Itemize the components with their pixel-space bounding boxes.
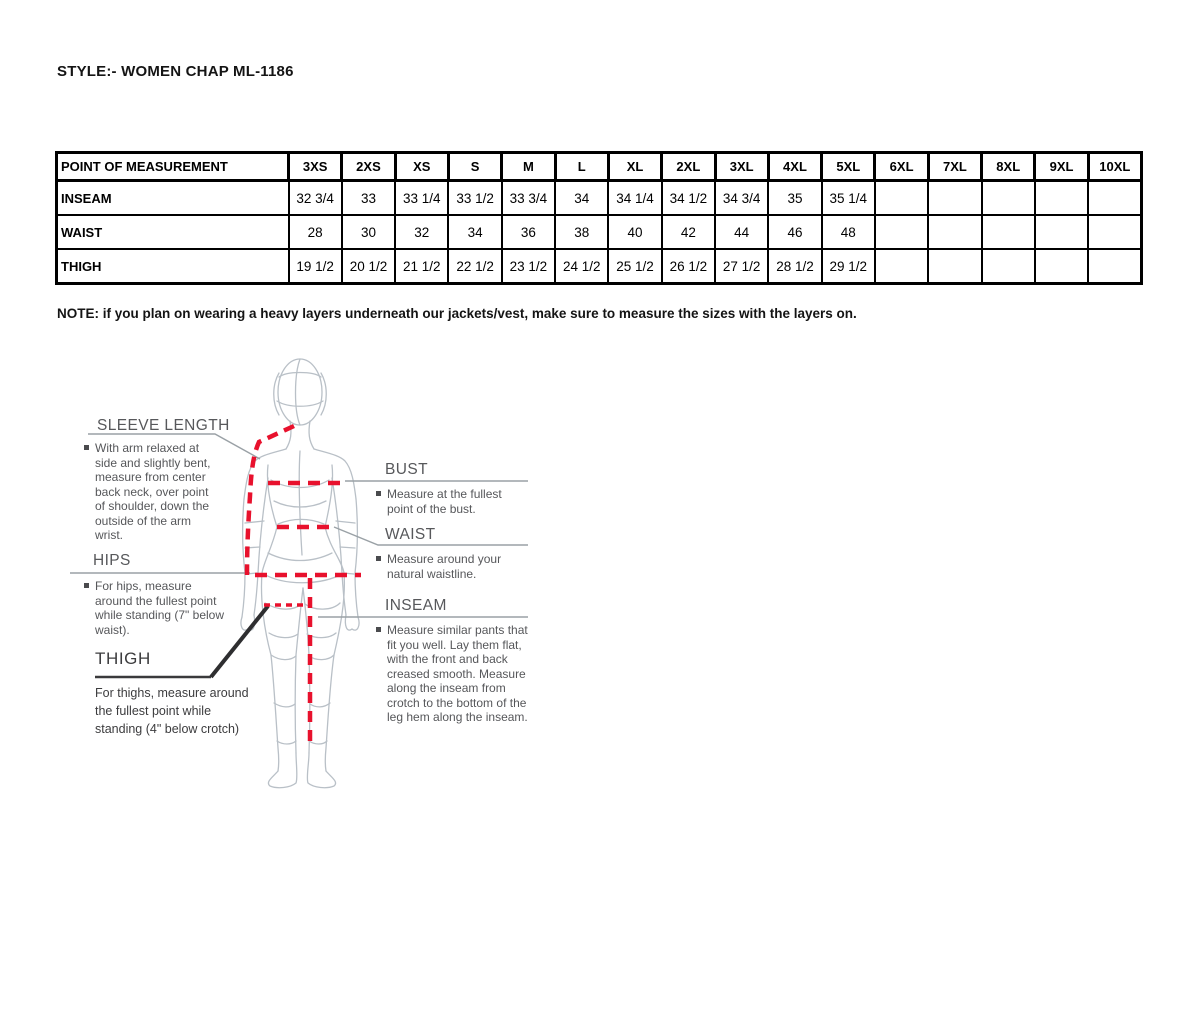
column-header-size: 3XS xyxy=(289,153,342,181)
column-header-size: 4XL xyxy=(768,153,821,181)
cell: 35 1/4 xyxy=(822,181,875,216)
cell xyxy=(982,249,1035,284)
cell xyxy=(928,181,981,216)
column-header-size: 10XL xyxy=(1088,153,1141,181)
cell xyxy=(982,215,1035,249)
inseam-label: INSEAM xyxy=(385,597,447,614)
cell xyxy=(1088,215,1141,249)
column-header-size: 3XL xyxy=(715,153,768,181)
table-row-thigh xyxy=(57,249,1142,284)
cell xyxy=(875,215,928,249)
cell: 38 xyxy=(555,215,608,249)
bullet-icon xyxy=(376,627,381,632)
size-chart-table xyxy=(55,151,1143,285)
cell: 32 xyxy=(395,215,448,249)
cell xyxy=(1035,181,1088,216)
cell: 27 1/2 xyxy=(715,249,768,284)
cell xyxy=(1088,249,1141,284)
thigh-label: THIGH xyxy=(95,649,151,668)
size-chart-table-wrap xyxy=(55,151,1143,285)
cell xyxy=(1088,181,1141,216)
cell: 44 xyxy=(715,215,768,249)
cell: 34 xyxy=(555,181,608,216)
column-header-size: M xyxy=(502,153,555,181)
cell: 29 1/2 xyxy=(822,249,875,284)
bullet-icon xyxy=(376,556,381,561)
cell: 28 1/2 xyxy=(768,249,821,284)
cell: 20 1/2 xyxy=(342,249,395,284)
bust-label: BUST xyxy=(385,461,428,478)
column-header-size: XL xyxy=(608,153,661,181)
sleeve-length-description: With arm relaxed at side and slightly bent, measure from center back neck, over point of shoulder, down the outside of the arm wrist. xyxy=(84,441,216,543)
column-header-size: 8XL xyxy=(982,153,1035,181)
cell: 33 1/4 xyxy=(395,181,448,216)
cell xyxy=(1035,215,1088,249)
cell xyxy=(982,181,1035,216)
cell: 33 3/4 xyxy=(502,181,555,216)
column-header-size: S xyxy=(448,153,501,181)
cell: 36 xyxy=(502,215,555,249)
page-title: STYLE:- WOMEN CHAP ML-1186 xyxy=(57,63,294,80)
column-header-size: L xyxy=(555,153,608,181)
cell xyxy=(928,215,981,249)
cell: 19 1/2 xyxy=(289,249,342,284)
cell xyxy=(875,249,928,284)
row-label: INSEAM xyxy=(57,181,289,216)
inseam-description: Measure similar pants that fit you well. Lay them flat, with the front and back creased smooth. Measure along the inseam from crotch to the bottom of the leg hem along the inseam. xyxy=(376,623,532,725)
measurement-diagram xyxy=(68,333,555,795)
cell: 42 xyxy=(662,215,715,249)
note-text: NOTE: if you plan on wearing a heavy layers underneath our jackets/vest, make sure to measure the sizes with the layers on. xyxy=(57,306,857,321)
waist-description: Measure around your natural waistline. xyxy=(376,552,516,581)
cell: 22 1/2 xyxy=(448,249,501,284)
cell: 48 xyxy=(822,215,875,249)
column-header-size: 2XL xyxy=(662,153,715,181)
cell: 34 1/4 xyxy=(608,181,661,216)
cell: 26 1/2 xyxy=(662,249,715,284)
cell: 40 xyxy=(608,215,661,249)
column-header-size: XS xyxy=(395,153,448,181)
cell xyxy=(875,181,928,216)
cell xyxy=(928,249,981,284)
bullet-icon xyxy=(84,583,89,588)
column-header-size: 9XL xyxy=(1035,153,1088,181)
cell: 32 3/4 xyxy=(289,181,342,216)
column-header-point-of-measurement: POINT OF MEASUREMENT xyxy=(57,153,289,181)
hips-description: For hips, measure around the fullest point while standing (7" below waist). xyxy=(84,579,230,637)
cell: 34 xyxy=(448,215,501,249)
row-label: THIGH xyxy=(57,249,289,284)
hips-label: HIPS xyxy=(93,552,131,569)
cell: 35 xyxy=(768,181,821,216)
table-row-waist xyxy=(57,215,1142,249)
cell: 30 xyxy=(342,215,395,249)
sleeve-length-label: SLEEVE LENGTH xyxy=(97,417,230,434)
waist-label: WAIST xyxy=(385,526,436,543)
cell: 24 1/2 xyxy=(555,249,608,284)
bullet-icon xyxy=(376,491,381,496)
cell: 33 1/2 xyxy=(448,181,501,216)
column-header-size: 2XS xyxy=(342,153,395,181)
column-header-size: 5XL xyxy=(822,153,875,181)
row-label: WAIST xyxy=(57,215,289,249)
cell: 21 1/2 xyxy=(395,249,448,284)
bullet-icon xyxy=(84,445,89,450)
cell xyxy=(1035,249,1088,284)
cell: 33 xyxy=(342,181,395,216)
table-row-inseam xyxy=(57,181,1142,216)
cell: 34 1/2 xyxy=(662,181,715,216)
cell: 46 xyxy=(768,215,821,249)
table-header-row xyxy=(57,153,1142,181)
thigh-description: For thighs, measure around the fullest point while standing (4" below crotch) xyxy=(95,686,249,736)
cell: 25 1/2 xyxy=(608,249,661,284)
cell: 23 1/2 xyxy=(502,249,555,284)
column-header-size: 7XL xyxy=(928,153,981,181)
column-header-size: 6XL xyxy=(875,153,928,181)
cell: 34 3/4 xyxy=(715,181,768,216)
cell: 28 xyxy=(289,215,342,249)
bust-description: Measure at the fullest point of the bust. xyxy=(376,487,516,516)
